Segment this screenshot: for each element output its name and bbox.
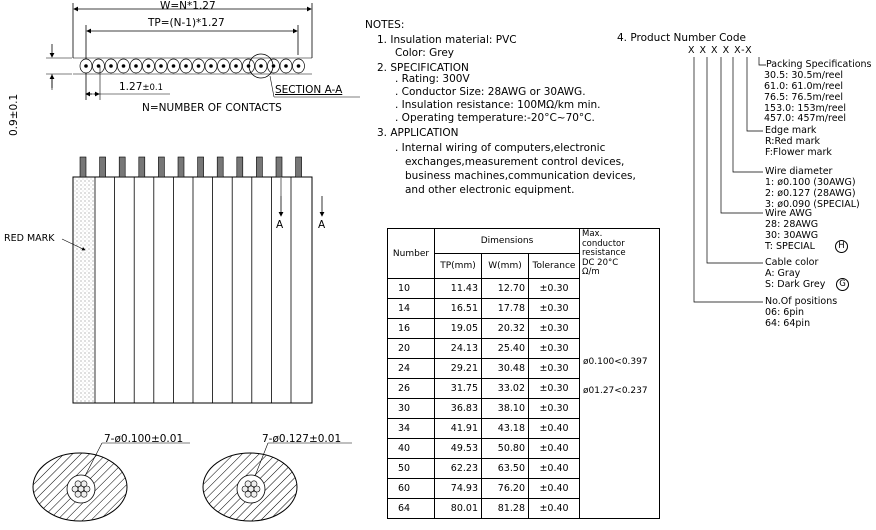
conductor-dot (284, 64, 288, 68)
header-max-line: conductor (582, 238, 625, 249)
packing-option: 76.5: 76.5m/reel (764, 92, 844, 103)
cell-tolerance: ±0.30 (529, 399, 580, 419)
pitch-value: 1.27 (119, 81, 143, 93)
cell-number: 50 (388, 459, 435, 479)
cell-tp: 16.51 (435, 299, 482, 319)
note-1-title: 1. Insulation material: PVC (377, 34, 517, 46)
cell-tp: 41.91 (435, 419, 482, 439)
cable-color-option: S: Dark Grey (765, 279, 826, 290)
cell-w: 33.02 (482, 379, 529, 399)
conductor-dot (172, 64, 176, 68)
cell-tolerance: ±0.40 (529, 479, 580, 499)
wire-stub (198, 157, 204, 177)
strand-wire (75, 491, 81, 497)
cell-tp: 11.43 (435, 279, 482, 299)
product-code-pattern: X X X X X-X (688, 45, 753, 56)
pitch-formula: TP=(N-1)*1.27 (148, 17, 225, 29)
wire-stub (256, 157, 262, 177)
note-3-line: business machines,communication devices, (405, 170, 636, 182)
awg-option: 30: 30AWG (765, 230, 819, 241)
cell-w: 76.20 (482, 479, 529, 499)
cell-tp: 62.23 (435, 459, 482, 479)
conductor-dot (272, 64, 276, 68)
cell-w: 20.32 (482, 319, 529, 339)
diameter-option: 3: ø0.090 (SPECIAL) (765, 199, 860, 210)
resistance-28awg: ø01.27<0.237 (583, 385, 648, 396)
strand-wire (81, 491, 87, 497)
wire-stub (139, 157, 145, 177)
conductor-dot (197, 64, 201, 68)
wire-stub (237, 157, 243, 177)
cell-number: 40 (388, 439, 435, 459)
header-max-line: Ω/m (582, 267, 600, 277)
cell-w: 25.40 (482, 339, 529, 359)
note-3-line: and other electronic equipment. (405, 184, 575, 196)
conductor-dot (109, 64, 113, 68)
cell-tolerance: ±0.30 (529, 319, 580, 339)
cell-tolerance: ±0.30 (529, 379, 580, 399)
contacts-note: N=NUMBER OF CONTACTS (142, 102, 282, 114)
cell-tolerance: ±0.40 (529, 439, 580, 459)
positions-option: 64: 64pin (765, 318, 811, 329)
table-row (388, 279, 660, 299)
notes-title: NOTES: (365, 19, 405, 31)
cell-tp: 49.53 (435, 439, 482, 459)
header-dimensions: Dimensions (435, 229, 580, 254)
strand-wire (81, 481, 87, 487)
cell-w: 12.70 (482, 279, 529, 299)
cell-w: 17.78 (482, 299, 529, 319)
note-2-item: . Rating: 300V (395, 73, 470, 85)
cell-number: 34 (388, 419, 435, 439)
conductor-dot (209, 64, 213, 68)
wire-stub (178, 157, 184, 177)
strand-section-28awg (203, 443, 352, 521)
diameter-option: 2: ø0.127 (28AWG) (765, 188, 856, 199)
note-3-line: . Internal wiring of computers,electronic (395, 142, 606, 154)
product-code-leaders (694, 57, 766, 302)
note-3-title: 3. APPLICATION (377, 127, 459, 139)
cell-tolerance: ±0.40 (529, 499, 580, 519)
positions-title: No.Of positions (765, 296, 838, 307)
edge-option: F:Flower mark (765, 147, 832, 158)
awg-option: T: SPECIAL (765, 241, 815, 252)
note-1-color: Color: Grey (395, 47, 455, 59)
note-3-line: exchanges,measurement control devices, (405, 156, 625, 168)
cell-number: 60 (388, 479, 435, 499)
conductor-dot (259, 64, 263, 68)
note-2-title: 2. SPECIFICATION (377, 62, 469, 74)
diameter-title: Wire diameter (765, 166, 833, 177)
thickness-label: 0.9±0.1 (8, 93, 20, 136)
cell-number: 10 (388, 279, 435, 299)
header-max-line: Max. (582, 229, 603, 239)
packing-option: 153.0: 153m/reel (764, 103, 847, 114)
header-max-line: resistance (582, 248, 626, 258)
conductor-dot (122, 64, 126, 68)
cell-number: 30 (388, 399, 435, 419)
product-code-title: 4. Product Number Code (617, 32, 746, 44)
strand-wire (251, 491, 257, 497)
cell-tp: 74.93 (435, 479, 482, 499)
cell-number: 24 (388, 359, 435, 379)
red-mark-label: RED MARK (4, 233, 55, 244)
wire-stub (158, 157, 164, 177)
note-2-item: . Conductor Size: 28AWG or 30AWG. (395, 86, 586, 98)
section-mark-left: A (276, 219, 284, 231)
wire-stub (119, 157, 125, 177)
cell-number: 20 (388, 339, 435, 359)
wire-stub (80, 157, 86, 177)
conductor-dot (159, 64, 163, 68)
conductor-dot (297, 64, 301, 68)
strand-section-30awg (33, 443, 190, 521)
cell-tp: 80.01 (435, 499, 482, 519)
cell-tp: 31.75 (435, 379, 482, 399)
cell-number: 16 (388, 319, 435, 339)
conductor-dot (222, 64, 226, 68)
cell-tp: 36.83 (435, 399, 482, 419)
wire-stub (276, 157, 282, 177)
conductor-dot (247, 64, 251, 68)
cable-color-option: A: Gray (765, 268, 801, 279)
cell-number: 14 (388, 299, 435, 319)
edge-option: R:Red mark (765, 136, 821, 147)
awg-badge: H (835, 240, 848, 253)
cell-w: 50.80 (482, 439, 529, 459)
header-max-line: DC 20°C (582, 257, 619, 268)
strand-wire (245, 491, 251, 497)
diameter-option: 1: ø0.100 (30AWG) (765, 177, 856, 188)
cell-tolerance: ±0.30 (529, 339, 580, 359)
cell-w: 38.10 (482, 399, 529, 419)
dimensions-table (387, 228, 660, 519)
positions-option: 06: 6pin (765, 307, 805, 318)
strand-wire (75, 481, 81, 487)
cable-plan-view (62, 157, 322, 403)
strand-label-28awg: 7-ø0.127±0.01 (262, 433, 342, 445)
cell-tp: 24.13 (435, 339, 482, 359)
cell-w: 30.48 (482, 359, 529, 379)
cell-w: 63.50 (482, 459, 529, 479)
wire-stub (296, 157, 302, 177)
awg-title: Wire AWG (765, 208, 813, 219)
cable-color-title: Cable color (765, 257, 819, 268)
header-w: W(mm) (482, 254, 529, 279)
color-badge: G (836, 278, 849, 291)
cell-tolerance: ±0.30 (529, 299, 580, 319)
cell-number: 26 (388, 379, 435, 399)
cell-tolerance: ±0.40 (529, 459, 580, 479)
resistance-30awg: ø0.100<0.397 (583, 356, 648, 367)
wire-stub (217, 157, 223, 177)
edge-title: Edge mark (765, 125, 817, 136)
wire-stub (100, 157, 106, 177)
awg-option: 28: 28AWG (765, 219, 819, 230)
conductor-dot (84, 64, 88, 68)
cell-w: 81.28 (482, 499, 529, 519)
section-label: SECTION A-A (275, 84, 343, 96)
strand-wire (245, 481, 251, 487)
conductor-dot (147, 64, 151, 68)
conductor-dot (184, 64, 188, 68)
cell-tolerance: ±0.40 (529, 419, 580, 439)
packing-title: Packing Specifications (766, 59, 872, 70)
strand-wire (251, 481, 257, 487)
header-tolerance: Tolerance (529, 254, 580, 279)
cell-tp: 19.05 (435, 319, 482, 339)
conductor-dot (134, 64, 138, 68)
width-formula: W=N*1.27 (160, 0, 216, 12)
packing-option: 30.5: 30.5m/reel (764, 70, 844, 81)
note-2-item: . Operating temperature:-20°C~70°C. (395, 112, 595, 124)
header-tp: TP(mm) (435, 254, 482, 279)
cell-number: 64 (388, 499, 435, 519)
cell-max-resistance (580, 279, 660, 519)
conductor-dot (234, 64, 238, 68)
pitch-label (119, 81, 163, 93)
cell-tp: 29.21 (435, 359, 482, 379)
cell-w: 43.18 (482, 419, 529, 439)
strand-label-30awg: 7-ø0.100±0.01 (104, 433, 184, 445)
section-mark-right: A (318, 219, 326, 231)
header-max-resistance (580, 229, 660, 279)
packing-option: 61.0: 61.0m/reel (764, 81, 844, 92)
cell-tolerance: ±0.30 (529, 359, 580, 379)
note-2-item: . Insulation resistance: 100MΩ/km min. (395, 99, 601, 111)
packing-option: 457.0: 457m/reel (764, 113, 847, 124)
pitch-tolerance: ±0.1 (142, 83, 164, 93)
cell-tolerance: ±0.30 (529, 279, 580, 299)
header-number: Number (388, 229, 435, 279)
